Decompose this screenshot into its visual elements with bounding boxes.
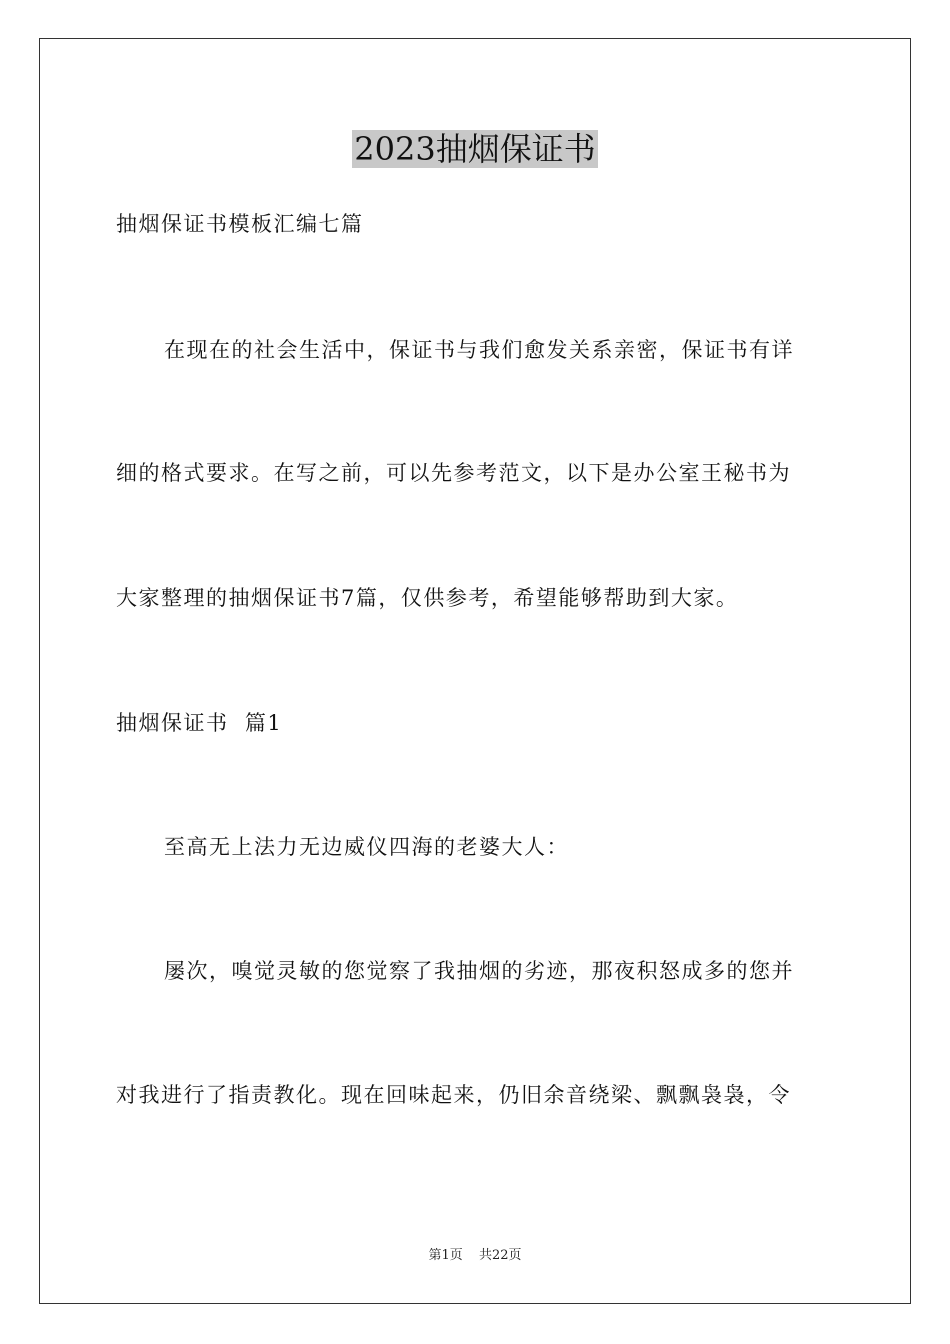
section-heading: 抽烟保证书 篇1 (116, 711, 283, 735)
page-total: 共22页 (478, 1248, 522, 1263)
body-line-2: 对我进行了指责教化。现在回味起来，仍旧余音绕梁、飘飘袅袅，令 (116, 1083, 791, 1107)
intro-line-2: 细的格式要求。在写之前，可以先参考范文，以下是办公室王秘书为 (116, 461, 791, 485)
intro-line-1: 在现在的社会生活中，保证书与我们愈发关系亲密，保证书有详 (164, 338, 794, 362)
salutation: 至高无上法力无边威仪四海的老婆大人： (164, 835, 569, 859)
document-title (0, 128, 950, 170)
document-subtitle: 抽烟保证书模板汇编七篇 (116, 212, 364, 236)
intro-line-3: 大家整理的抽烟保证书7篇，仅供参考，希望能够帮助到大家。 (116, 586, 739, 610)
body-line-1: 屡次，嗅觉灵敏的您觉察了我抽烟的劣迹，那夜积怒成多的您并 (164, 959, 794, 983)
page-current: 第1页 (428, 1248, 463, 1263)
page-footer (0, 1247, 950, 1265)
document-title-text: 2023抽烟保证书 (354, 130, 596, 168)
